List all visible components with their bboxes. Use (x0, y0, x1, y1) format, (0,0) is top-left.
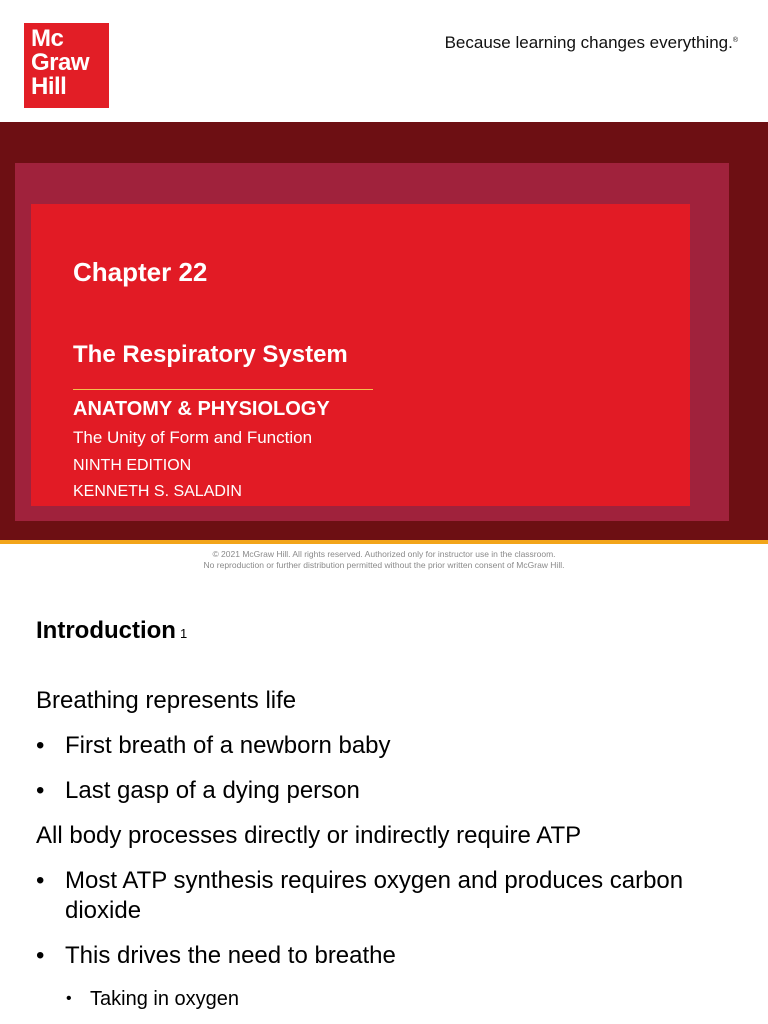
list-item (36, 821, 736, 851)
title-banner (0, 122, 768, 540)
page-header (0, 0, 768, 122)
list-item-text: Breathing represents life (36, 687, 297, 714)
logo-line: Mc (31, 25, 64, 52)
book-title: ANATOMY & PHYSIOLOGY (73, 398, 330, 420)
slide-number: 1 (179, 626, 188, 641)
bullet-icon: • (66, 990, 72, 1007)
book-subtitle: The Unity of Form and Function (73, 428, 313, 447)
list-item (36, 866, 736, 926)
chapter-number: Chapter 22 (73, 257, 208, 287)
list-item-text: Most ATP synthesis requires oxygen and produces carbon dioxide (65, 867, 684, 924)
list-item (36, 776, 736, 806)
gold-accent-line (0, 540, 768, 544)
tagline-text: Because learning changes everything. (444, 33, 733, 52)
title-card (31, 204, 690, 506)
list-item (36, 686, 736, 716)
slide-content (36, 686, 736, 1012)
list-item-text: Taking in oxygen (90, 988, 239, 1010)
bullet-icon: • (36, 942, 45, 969)
list-item (36, 986, 736, 1012)
logo-line: Graw (31, 49, 90, 76)
list-item-text: Last gasp of a dying person (65, 777, 360, 804)
book-edition: NINTH EDITION (73, 457, 192, 474)
bullet-icon: • (36, 732, 45, 759)
bullet-icon: • (36, 867, 45, 894)
list-item (36, 941, 736, 971)
list-item-text: First breath of a newborn baby (65, 732, 391, 759)
registered-mark: ® (732, 37, 738, 44)
tagline (445, 33, 738, 53)
list-item-text: This drives the need to breathe (65, 942, 396, 969)
slide-heading (36, 617, 187, 645)
list-item-text: All body processes directly or indirectly require ATP (36, 822, 582, 849)
copyright-notice (0, 549, 768, 571)
copyright-line: © 2021 McGraw Hill. All rights reserved. Authorized only for instructor use in the classroom. (212, 549, 556, 559)
slide-heading-text: Introduction (36, 617, 176, 644)
mcgraw-hill-logo (24, 23, 109, 108)
title-banner-frame (15, 163, 729, 521)
copyright-line: No reproduction or further distribution permitted without the prior written consent of McGraw Hill. (203, 560, 565, 570)
list-item (36, 731, 736, 761)
bullet-icon: • (36, 777, 45, 804)
title-divider (73, 389, 373, 390)
chapter-title: The Respiratory System (73, 341, 348, 368)
book-author: KENNETH S. SALADIN (73, 483, 242, 500)
logo-line: Hill (31, 73, 67, 100)
